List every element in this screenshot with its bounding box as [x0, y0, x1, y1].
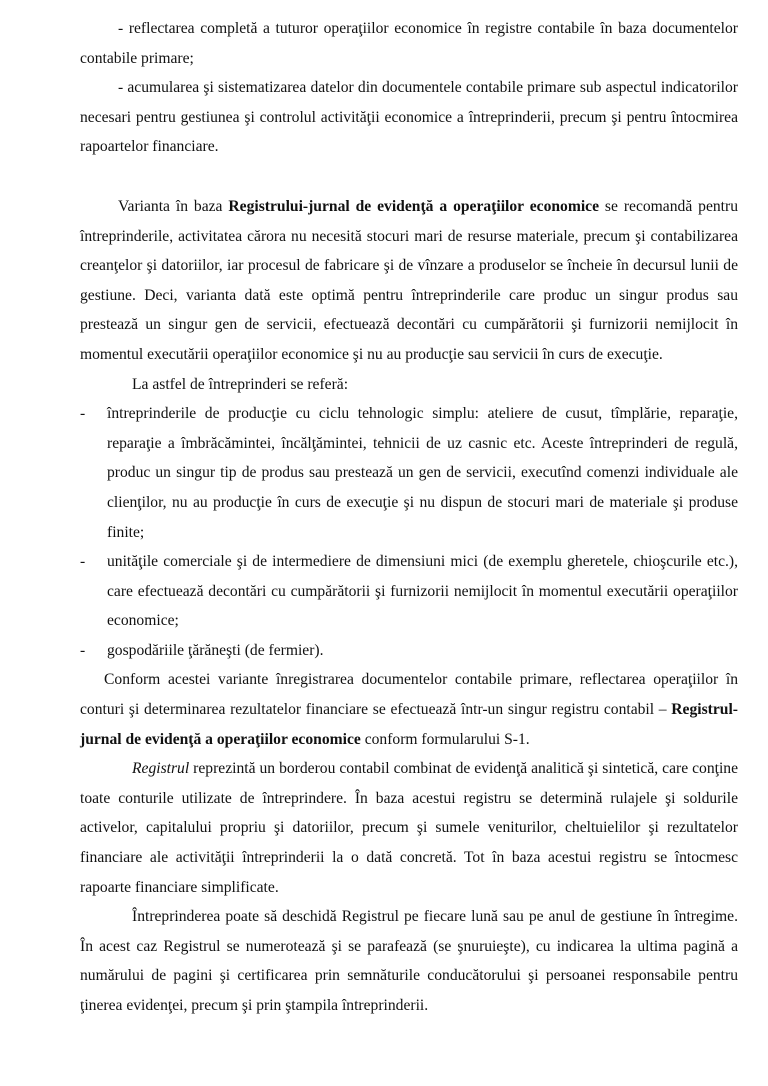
paragraph-conform-pre: Conform acestei variante înregistrarea documentelor contabile primare, reflectarea operaţiilor în conturi şi determinarea rezultatelor financiare se efectuează într-un singur registru contabil – [80, 671, 738, 719]
paragraph-conform [80, 665, 738, 754]
paragraph-variant [80, 192, 738, 370]
paragraph-final: Întreprinderea poate să deschidă Registrul pe fiecare lună sau pe anul de gestiune în întregime. În acest caz Registrul se numerotează şi se parafează (se şnuruieşte), cu indicarea la ultima pagină a numărului de pagini şi certificarea prin semnăturile conducătorului şi persoanei responsabile pentru ţinerea evidenţei, precum şi prin ştampila întreprinderii. [80, 908, 738, 1014]
registrul-term: Registrul [132, 760, 190, 778]
paragraph-gap [80, 162, 738, 192]
list-dash: - [80, 641, 86, 659]
paragraph-variant-pre: Varianta în baza [118, 197, 229, 215]
paragraph-conform-post: conform formularului S-1. [360, 730, 530, 748]
registru-jurnal-title-2: Registrul-jurnal de evidenţă a operaţiilor economice [80, 701, 738, 748]
list-dash: - [80, 405, 86, 423]
paragraph-variant-post: se recomandă pentru întreprinderile, activitatea cărora nu necesită stocuri mari de resurse materiale, precum şi contabilizarea creanţelor şi datoriilor, iar procesul de fabricare şi de vînzare a produselor se încheie în decursul lunii de gestiune. Deci, varianta dată este optimă pentru întreprinderile care produc un singur produs sau prestează un singur gen de servicii, efectuează decontări cu cumpărătorii şi furnizorii nemijlocit în momentul executării operaţiilor economice şi nu au producţie sau servicii în curs de execuţie. [80, 197, 739, 363]
list-intro: La astfel de întreprinderi se referă: [132, 375, 349, 393]
list-item [80, 399, 738, 547]
list-item-text: gospodăriile ţărăneşti (de fermier). [107, 641, 324, 659]
list-dash: - [80, 553, 86, 571]
top-item-1: - reflectarea completă a tuturor operaţiilor economice în registre contabile în baza documentelor contabile primare; [80, 20, 738, 67]
paragraph-registrul [80, 754, 738, 902]
list-item [80, 547, 738, 636]
paragraph-registrul-post: reprezintă un borderou contabil combinat de evidenţă analitică şi sintetică, care conţine toate conturile utilizate de întreprindere. În baza acestui registru se determină rulajele şi soldurile activelor, capitalului propriu şi datoriilor, precum şi sumele veniturilor, cheltuielilor şi rezultatelor financiare ale activităţii întreprinderii la o dată concretă. Tot în baza acestui registru se întocmesc rapoarte financiare simplificate. [80, 760, 738, 896]
list-item-text: unităţile comerciale şi de intermediere de dimensiuni mici (de exemplu gheretele, chioşcurile etc.), care efectuează decontări cu cumpărătorii şi furnizorii nemijlocit în momentul executării operaţiilor economice; [107, 553, 738, 630]
list-item [80, 636, 738, 666]
list-item-text: întreprinderile de producţie cu ciclu tehnologic simplu: ateliere de cusut, tîmplărie, reparaţie, reparaţie a îmbrăcămintei, încălţămintei, tehnicii de uz casnic etc. Aceste întreprinderi de regulă, produc un singur tip de produs sau prestează un gen de servicii, executînd comenzi individuale ale clienţilor, nu au producţie în curs de execuţie şi nu dispun de stocuri mari de materiale şi produse finite; [107, 405, 738, 541]
registru-jurnal-title-1: Registrului-jurnal de evidenţă a operaţiilor economice [228, 197, 600, 215]
top-item-2: - acumularea şi sistematizarea datelor din documentele contabile primare sub aspectul indicatorilor necesari pentru gestiunea şi controlul activităţii economice a întreprinderii, precum şi pentru întocmirea rapoartelor financiare. [80, 79, 738, 156]
